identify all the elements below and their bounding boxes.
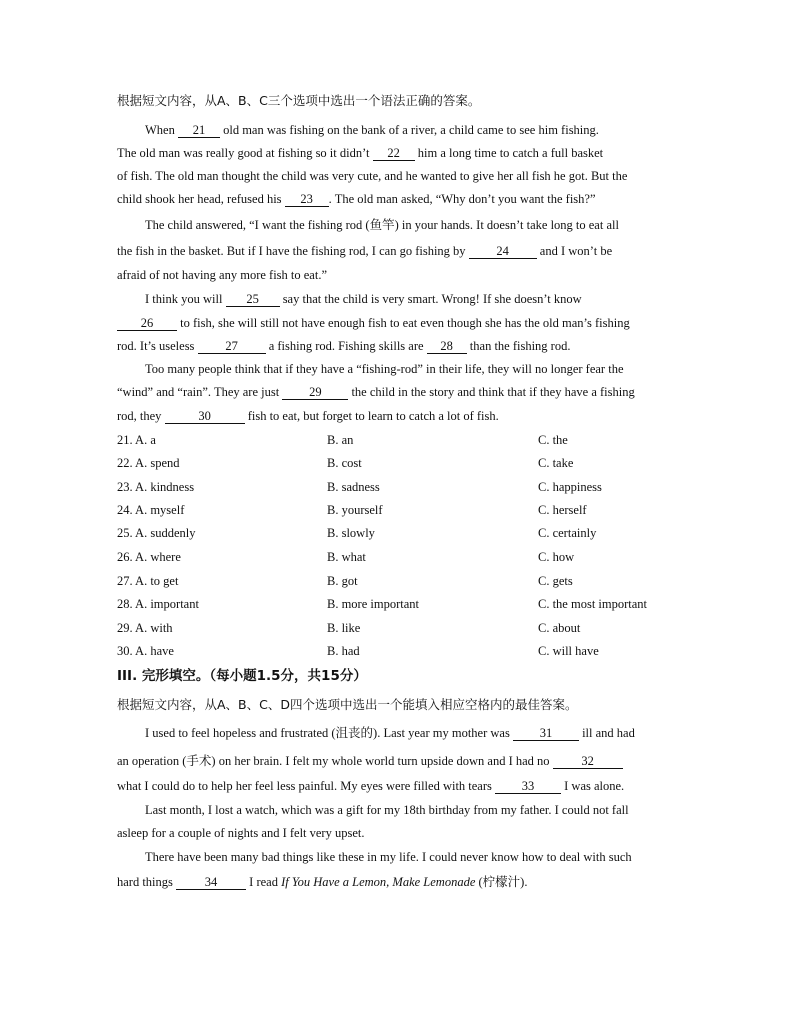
blank-30[interactable]: 30	[165, 409, 245, 424]
option-28-b[interactable]: B. more important	[327, 597, 419, 611]
blank-23[interactable]: 23	[285, 192, 329, 207]
option-30-c[interactable]: C. will have	[538, 644, 599, 658]
passage3-line-4: Last month, I lost a watch, which was a gift for my 18th birthday from my father. I could not fall	[145, 803, 629, 817]
option-23-c[interactable]: C. happiness	[538, 480, 602, 494]
option-29-a[interactable]: 29. A. with	[117, 621, 173, 635]
option-22-a[interactable]: 22. A. spend	[117, 456, 180, 470]
option-29-c[interactable]: C. about	[538, 621, 581, 635]
passage2-line-6: the fish in the basket. But if I have the fishing rod, I can go fishing by 24 and I won’t be	[117, 244, 613, 258]
option-23-a[interactable]: 23. A. kindness	[117, 480, 195, 494]
blank-32[interactable]: 32	[553, 754, 623, 769]
passage2-line-12: “wind” and “rain”. They are just 29 the child in the story and think that if they have a fishing	[117, 385, 635, 399]
passage2-line-3: of fish. The old man thought the child was very cute, and he wanted to give her all fish he got. But the	[117, 169, 628, 183]
blank-26[interactable]: 26	[117, 316, 177, 331]
option-26-b[interactable]: B. what	[327, 550, 366, 564]
passage2-line-10: rod. It’s useless 27 a fishing rod. Fishing skills are 28 than the fishing rod.	[117, 339, 571, 353]
blank-25[interactable]: 25	[226, 292, 280, 307]
blank-31[interactable]: 31	[513, 726, 579, 741]
passage2-line-9: 26 to fish, she will still not have enough fish to eat even though she has the old man’s fishing	[117, 315, 630, 331]
option-25-a[interactable]: 25. A. suddenly	[117, 526, 196, 540]
passage2-line-1: When 21 old man was fishing on the bank of a river, a child came to see him fishing.	[145, 123, 599, 137]
blank-33[interactable]: 33	[495, 779, 561, 794]
blank-21[interactable]: 21	[178, 123, 220, 138]
passage2-line-13: rod, they 30 fish to eat, but forget to learn to catch a lot of fish.	[117, 409, 499, 423]
blank-29[interactable]: 29	[282, 385, 348, 400]
option-24-c[interactable]: C. herself	[538, 503, 587, 517]
passage2-line-5: The child answered, “I want the fishing rod (鱼竿) in your hands. It doesn’t take long to eat all	[145, 218, 619, 232]
option-28-c[interactable]: C. the most important	[538, 597, 648, 611]
passage3-line-2: an operation (手术) on her brain. I felt my whole world turn upside down and I had no 32	[117, 753, 623, 769]
option-28-a[interactable]: 28. A. important	[117, 597, 199, 611]
option-27-b[interactable]: B. got	[327, 574, 358, 588]
option-26-a[interactable]: 26. A. where	[117, 550, 181, 564]
option-24-b[interactable]: B. yourself	[327, 503, 383, 517]
passage3-line-5: asleep for a couple of nights and I felt very upset.	[117, 826, 365, 840]
option-21-c[interactable]: C. the	[538, 433, 568, 447]
option-21-a[interactable]: 21. A. a	[117, 433, 156, 447]
option-25-c[interactable]: C. certainly	[538, 526, 597, 540]
section3-title: III. 完形填空。（每小题1.5分，共15分）	[117, 668, 367, 684]
blank-24[interactable]: 24	[469, 244, 537, 259]
option-27-c[interactable]: C. gets	[538, 574, 573, 588]
option-25-b[interactable]: B. slowly	[327, 526, 375, 540]
blank-22[interactable]: 22	[373, 146, 415, 161]
section2-instruction: 根据短文内容，从A、B、C三个选项中选出一个语法正确的答案。	[117, 93, 481, 108]
passage3-line-6: There have been many bad things like these in my life. I could never know how to deal with such	[145, 850, 632, 864]
book-title: If You Have a Lemon, Make Lemonade	[281, 875, 476, 889]
passage3-line-3: what I could do to help her feel less painful. My eyes were filled with tears 33 I was alone.	[117, 779, 625, 793]
passage3-line-1: I used to feel hopeless and frustrated (沮丧的). Last year my mother was 31 ill and had	[145, 726, 635, 740]
passage2-line-7: afraid of not having any more fish to eat.”	[117, 268, 327, 282]
option-30-b[interactable]: B. had	[327, 644, 360, 658]
option-26-c[interactable]: C. how	[538, 550, 575, 564]
passage2-line-8: I think you will 25 say that the child is very smart. Wrong! If she doesn’t know	[145, 292, 582, 306]
option-23-b[interactable]: B. sadness	[327, 480, 380, 494]
passage2-line-11: Too many people think that if they have a “fishing-rod” in their life, they will no longer fear the	[145, 362, 624, 376]
passage2-line-2: The old man was really good at fishing so it didn’t 22 him a long time to catch a full basket	[117, 146, 604, 160]
section3-instruction: 根据短文内容，从A、B、C、D四个选项中选出一个能填入相应空格内的最佳答案。	[117, 697, 578, 712]
option-30-a[interactable]: 30. A. have	[117, 644, 174, 658]
blank-28[interactable]: 28	[427, 339, 467, 354]
option-29-b[interactable]: B. like	[327, 621, 361, 635]
blank-27[interactable]: 27	[198, 339, 266, 354]
passage3-line-7: hard things 34 I read If You Have a Lemon, Make Lemonade (柠檬汁).	[117, 875, 528, 889]
passage2-line-4: child shook her head, refused his 23 . The old man asked, “Why don’t you want the fish?”	[117, 192, 596, 206]
option-22-b[interactable]: B. cost	[327, 456, 362, 470]
option-27-a[interactable]: 27. A. to get	[117, 574, 179, 588]
option-22-c[interactable]: C. take	[538, 456, 574, 470]
blank-34[interactable]: 34	[176, 875, 246, 890]
option-21-b[interactable]: B. an	[327, 433, 354, 447]
option-24-a[interactable]: 24. A. myself	[117, 503, 185, 517]
